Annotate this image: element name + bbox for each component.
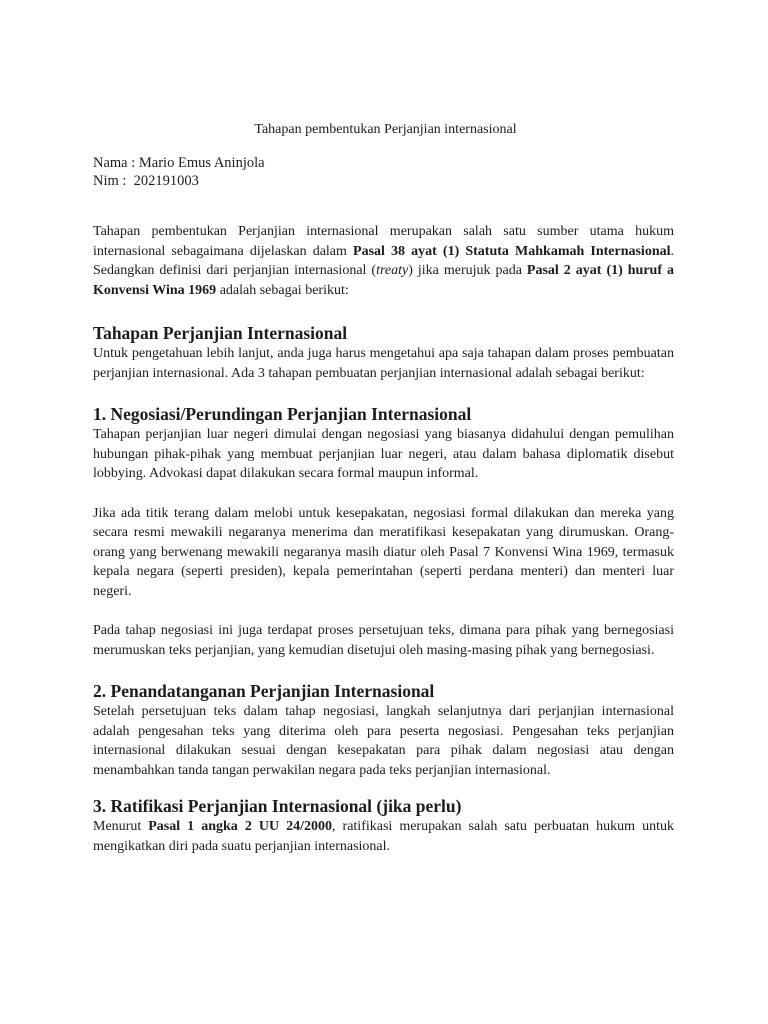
heading-tahapan: Tahapan Perjanjian Internasional	[93, 323, 348, 343]
document-title: Tahapan pembentukan Perjanjian internasional	[254, 122, 517, 137]
student-id: Nim : 202191003	[93, 173, 199, 189]
intro-text-3: ) jika merujuk pada	[408, 263, 527, 278]
negosiasi-paragraph-3: Pada tahap negosiasi ini juga terdapat proses persetujuan teks, dimana para pihak yang bernegosiasi merumuskan teks perjanjian, yang kemudian disetujui oleh masing-masing pihak yang bernegosiasi.	[93, 623, 674, 658]
intro-italic-treaty: treaty	[376, 263, 409, 278]
negosiasi-paragraph-2: Jika ada titik terang dalam melobi untuk kesepakatan, negosiasi formal dilakukan dan mereka yang secara resmi mewakili negaranya menerima dan meratifikasi kesepakatan yang dirumuskan. Orang-orang yang berwenang mewakili negaranya masih diatur oleh Pasal 7 Konvensi Wina 1969, termasuk kepala negara (seperti presiden), kepala pemerintahan (seperti perdana menteri) dan menteri luar negeri.	[93, 505, 674, 599]
intro-text-2: . Sedangkan definisi dari perjanjian internasional (	[93, 243, 674, 278]
intro-bold-statute: Pasal 38 ayat (1) Statuta Mahkamah Internasional	[353, 243, 671, 259]
ratifikasi-text-2: , ratifikasi merupakan salah satu perbuatan hukum untuk mengikatkan diri pada suatu perjanjian internasional.	[93, 819, 674, 854]
paragraph-spacer	[93, 484, 674, 504]
ratifikasi-paragraph	[93, 817, 674, 856]
document-body	[93, 120, 674, 856]
paragraph-spacer	[93, 601, 674, 621]
penandatanganan-paragraph: Setelah persetujuan teks dalam tahap negosiasi, langkah selanjutnya dari perjanjian internasional adalah pengesahan teks yang diterima oleh para peserta negosiasi. Pengesahan teks perjanjian internasional dilakukan sesuai dengan kesepakatan para pihak dalam negosiasi atau dengan menambahkan tanda tangan perwakilan negara pada teks perjanjian internasional.	[93, 704, 674, 778]
author-info	[93, 154, 674, 190]
heading-penandatanganan: 2. Penandatanganan Perjanjian Internasional	[93, 681, 435, 701]
author-name: Nama : Mario Emus Aninjola	[93, 155, 265, 171]
intro-text-4: adalah sebagai berikut:	[216, 282, 349, 298]
intro-paragraph	[93, 222, 674, 300]
ratifikasi-bold-law: Pasal 1 angka 2 UU 24/2000	[148, 819, 332, 834]
intro-bold-vienna: Pasal 2 ayat (1) huruf a Konvensi Wina 1969	[93, 263, 674, 298]
heading-ratifikasi: 3. Ratifikasi Perjanjian Internasional (jika perlu)	[93, 796, 462, 816]
intro-text-1: Tahapan pembentukan Perjanjian internasional merupakan salah satu sumber utama hukum internasional sebagaimana dijelaskan dalam	[93, 224, 674, 259]
tahapan-paragraph: Untuk pengetahuan lebih lanjut, anda juga harus mengetahui apa saja tahapan dalam proses pembuatan perjanjian internasional. Ada 3 tahapan pembuatan perjanjian internasional adalah sebagai berikut:	[93, 346, 674, 381]
ratifikasi-text-1: Menurut	[93, 819, 149, 834]
heading-negosiasi: 1. Negosiasi/Perundingan Perjanjian Internasional	[93, 404, 472, 424]
negosiasi-paragraph-1: Tahapan perjanjian luar negeri dimulai dengan negosiasi yang biasanya didahului dengan pemulihan hubungan pihak-pihak yang membuat perjanjian luar negeri, atau dalam bahasa diplomatik disebut lobbying. Advokasi dapat dilakukan secara formal maupun informal.	[93, 427, 674, 481]
